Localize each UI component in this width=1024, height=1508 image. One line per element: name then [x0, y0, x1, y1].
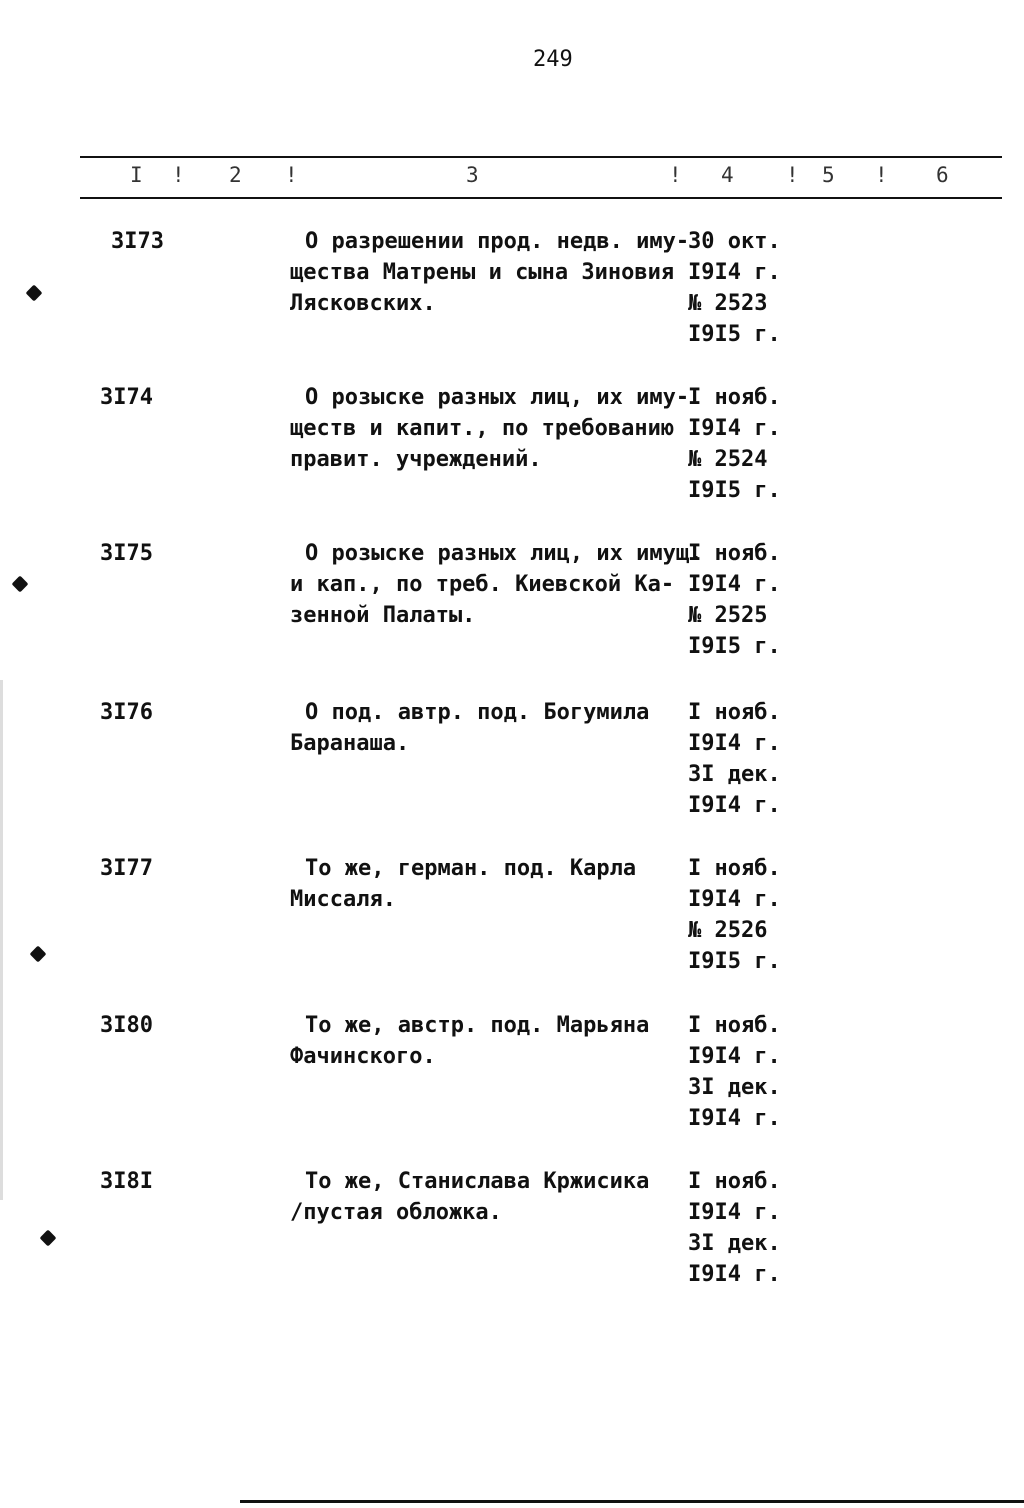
- description-line: Фачинского.: [290, 1044, 436, 1069]
- date-line: I9I4 г.: [688, 793, 781, 818]
- bottom-scan-border: [240, 1500, 1024, 1503]
- record-number: 3I75: [100, 541, 153, 566]
- record-description: [290, 1010, 680, 1072]
- date-line: I нояб.: [688, 1013, 781, 1038]
- record-description: [290, 382, 690, 475]
- date-line: № 2523: [688, 291, 768, 316]
- description-line: и кап., по треб. Киевской Ка-: [290, 572, 675, 597]
- record-dates: [688, 697, 781, 821]
- column-header-3: 3: [466, 163, 479, 187]
- date-line: I9I5 г.: [688, 634, 781, 659]
- table-row: [0, 226, 1024, 356]
- record-description: [290, 853, 680, 915]
- description-line: /пустая обложка.: [290, 1200, 502, 1225]
- record-number: 3I76: [100, 700, 153, 725]
- date-line: I9I4 г.: [688, 731, 781, 756]
- date-line: I нояб.: [688, 1169, 781, 1194]
- date-line: I9I5 г.: [688, 322, 781, 347]
- record-description: [290, 697, 680, 759]
- date-line: I нояб.: [688, 385, 781, 410]
- header-rule-bottom: [80, 197, 1002, 199]
- date-line: I9I4 г.: [688, 1106, 781, 1131]
- description-line: Баранаша.: [290, 731, 410, 756]
- record-dates: [688, 1010, 781, 1134]
- table-row: [0, 697, 1024, 827]
- description-line: То же, Станислава Кржисика: [305, 1169, 650, 1194]
- date-line: 3I дек.: [688, 1075, 781, 1100]
- column-header-4: 4: [721, 163, 734, 187]
- column-separator: !: [285, 163, 298, 187]
- date-line: I нояб.: [688, 700, 781, 725]
- column-header-6: 6: [936, 163, 949, 187]
- date-line: I9I4 г.: [688, 416, 781, 441]
- date-line: № 2525: [688, 603, 768, 628]
- date-line: 30 окт.: [688, 229, 781, 254]
- column-separator: !: [669, 163, 682, 187]
- date-line: I9I4 г.: [688, 887, 781, 912]
- record-dates: [688, 538, 781, 662]
- description-line: щества Матрены и сына Зиновия: [290, 260, 675, 285]
- description-line: То же, герман. под. Карла: [305, 856, 637, 881]
- date-line: I9I5 г.: [688, 949, 781, 974]
- description-line: О розыске разных лиц, их иму-: [305, 385, 690, 410]
- date-line: 3I дек.: [688, 762, 781, 787]
- date-line: I9I4 г.: [688, 1262, 781, 1287]
- table-row: [0, 538, 1024, 668]
- column-header-5: 5: [822, 163, 835, 187]
- description-line: правит. учреждений.: [290, 447, 542, 472]
- record-number: 3I77: [100, 856, 153, 881]
- description-line: О под. автр. под. Богумила: [305, 700, 650, 725]
- page-edge-shadow: [0, 680, 3, 1200]
- record-number: 3I73: [111, 229, 164, 254]
- date-line: № 2524: [688, 447, 768, 472]
- column-separator: !: [875, 163, 888, 187]
- column-separator: !: [172, 163, 185, 187]
- description-line: О розыске разных лиц, их имущ.: [305, 541, 703, 566]
- record-number: 3I8I: [100, 1169, 153, 1194]
- record-number: 3I74: [100, 385, 153, 410]
- record-dates: [688, 853, 781, 977]
- description-line: ществ и капит., по требованию: [290, 416, 675, 441]
- date-line: I нояб.: [688, 856, 781, 881]
- description-line: То же, австр. под. Марьяна: [305, 1013, 650, 1038]
- table-row: [0, 1010, 1024, 1140]
- description-line: Миссаля.: [290, 887, 396, 912]
- column-header-1: I: [130, 163, 143, 187]
- description-line: Лясковских.: [290, 291, 436, 316]
- date-line: I9I4 г.: [688, 1044, 781, 1069]
- column-separator: !: [786, 163, 799, 187]
- record-number: 3I80: [100, 1013, 153, 1038]
- page-number: 249: [533, 47, 573, 72]
- record-description: [290, 1166, 680, 1228]
- table-row: [0, 853, 1024, 983]
- record-dates: [688, 382, 781, 506]
- date-line: I9I5 г.: [688, 478, 781, 503]
- date-line: I9I4 г.: [688, 260, 781, 285]
- date-line: I9I4 г.: [688, 572, 781, 597]
- record-dates: [688, 1166, 781, 1290]
- date-line: I9I4 г.: [688, 1200, 781, 1225]
- description-line: зенной Палаты.: [290, 603, 476, 628]
- table-row: [0, 382, 1024, 512]
- column-header-2: 2: [229, 163, 242, 187]
- record-description: [290, 226, 690, 319]
- table-row: [0, 1166, 1024, 1296]
- date-line: 3I дек.: [688, 1231, 781, 1256]
- header-rule-top: [80, 156, 1002, 158]
- record-dates: [688, 226, 781, 350]
- record-description: [290, 538, 703, 631]
- date-line: I нояб.: [688, 541, 781, 566]
- date-line: № 2526: [688, 918, 768, 943]
- description-line: О разрешении прод. недв. иму-: [305, 229, 690, 254]
